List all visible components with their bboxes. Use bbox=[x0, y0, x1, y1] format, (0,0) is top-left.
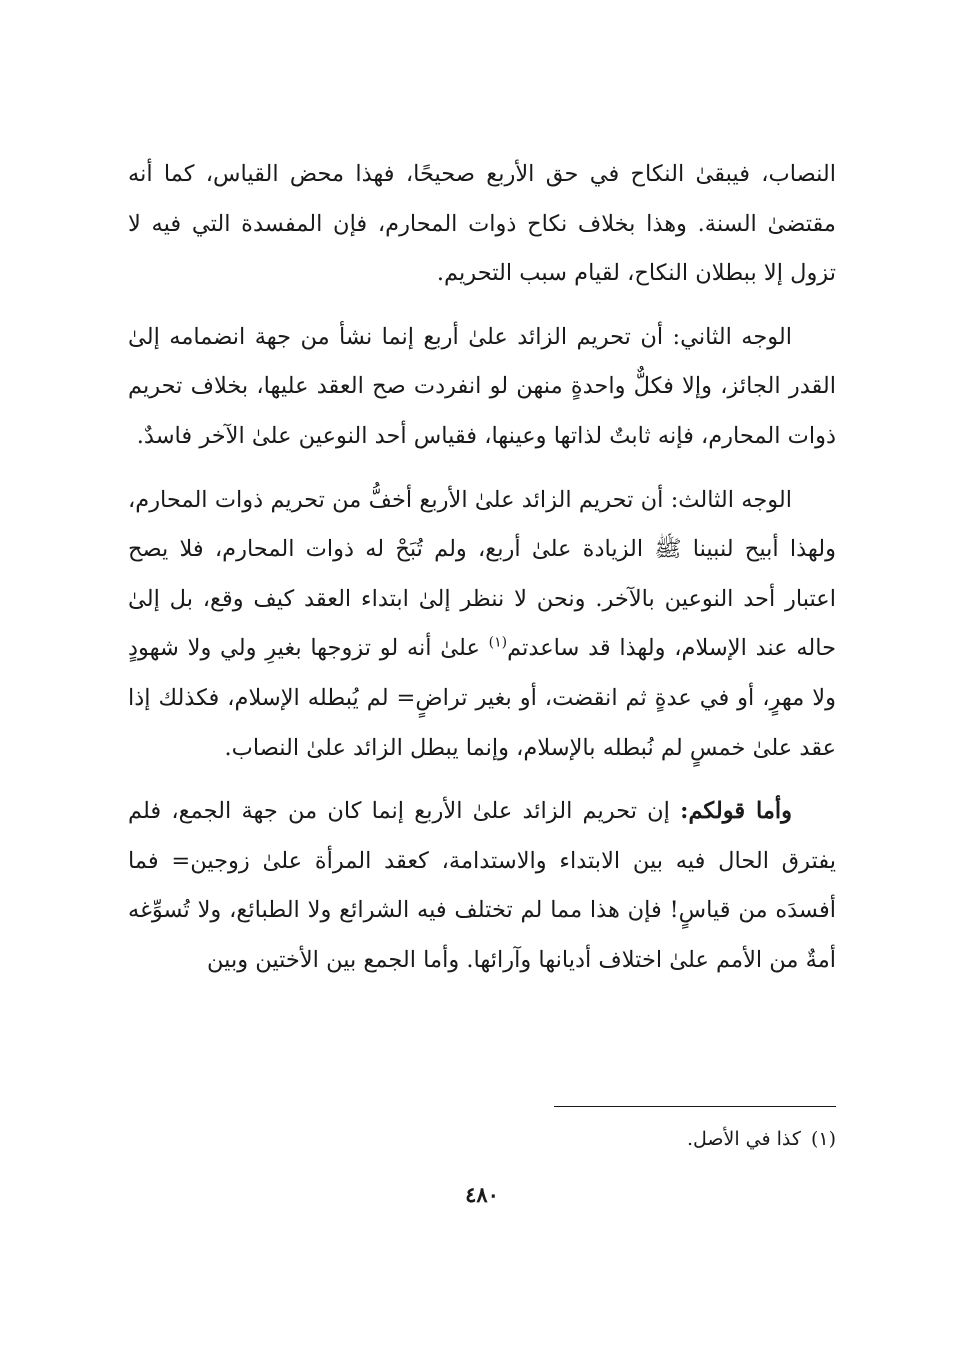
footnote-number: (١) bbox=[810, 1128, 836, 1150]
paragraph-2 bbox=[128, 313, 836, 462]
page-body bbox=[128, 150, 836, 1000]
paragraph-4-lead: وأما قولكم: bbox=[680, 798, 792, 825]
paragraph-4 bbox=[128, 787, 836, 985]
paragraph-1-text: النصاب، فيبقىٰ النكاح في حق الأربع صحيحًا، فهذا محض القياس، كما أنه مقتضىٰ السنة. وهذا بخلاف نكاح ذوات المحارم، فإن المفسدة التي فيه لا تزول إلا ببطلان النكاح، لقيام سبب التحريم. bbox=[128, 161, 836, 287]
footnote-divider bbox=[554, 1106, 836, 1107]
paragraph-1 bbox=[128, 150, 836, 299]
paragraph-4-text: إن تحريم الزائد علىٰ الأربع إنما كان من جهة الجمع، فلم يفترق الحال فيه بين الابتداء والاستدامة، كعقد المرأة علىٰ زوجين= فما أفسدَه من قياسٍ! فإن هذا مما لم تختلف فيه الشرائع ولا الطبائع، ولا تُسوِّغه أمةٌ من الأمم علىٰ اختلاف أديانها وآرائها. وأما الجمع بين الأختين وبين bbox=[128, 798, 836, 973]
footnote bbox=[336, 1124, 836, 1154]
footnote-text: كذا في الأصل. bbox=[686, 1128, 801, 1150]
page-number: ٤٨٠ bbox=[465, 1182, 499, 1207]
paragraph-2-text: الوجه الثاني: أن تحريم الزائد علىٰ أربع إنما نشأ من جهة انضمامه إلىٰ القدر الجائز، وإلا فكلٌّ واحدةٍ منهن لو انفردت صح العقد عليها، بخلاف تحريم ذوات المحارم، فإنه ثابتٌ لذاتها وعينها، فقياس أحد النوعين علىٰ الآخر فاسدٌ. bbox=[128, 323, 836, 449]
footnote-reference[interactable]: (١) bbox=[488, 634, 508, 651]
paragraph-3 bbox=[128, 476, 836, 774]
paragraph-3-text-after: علىٰ أنه لو تزوجها بغيرِ ولي ولا شهودٍ ولا مهرٍ، أو في عدةٍ ثم انقضت، أو بغير تراضٍ= لم يُبطله الإسلام، فكذلك إذا عقد علىٰ خمسٍ لم نُبطله بالإسلام، وإنما يبطل الزائد علىٰ النصاب. bbox=[128, 635, 836, 761]
paragraph-3-text-before: الوجه الثالث: أن تحريم الزائد علىٰ الأربع أخفُّ من تحريم ذوات المحارم، ولهذا أبيح لنبينا ﷺ الزيادة علىٰ أربع، ولم تُبَحْ له ذوات المحارم، فلا يصح اعتبار أحد النوعين بالآخر. ونحن لا ننظر إلىٰ ابتداء العقد كيف وقع، بل إلىٰ حاله عند الإسلام، ولهذا قد ساعدتم bbox=[128, 486, 837, 662]
